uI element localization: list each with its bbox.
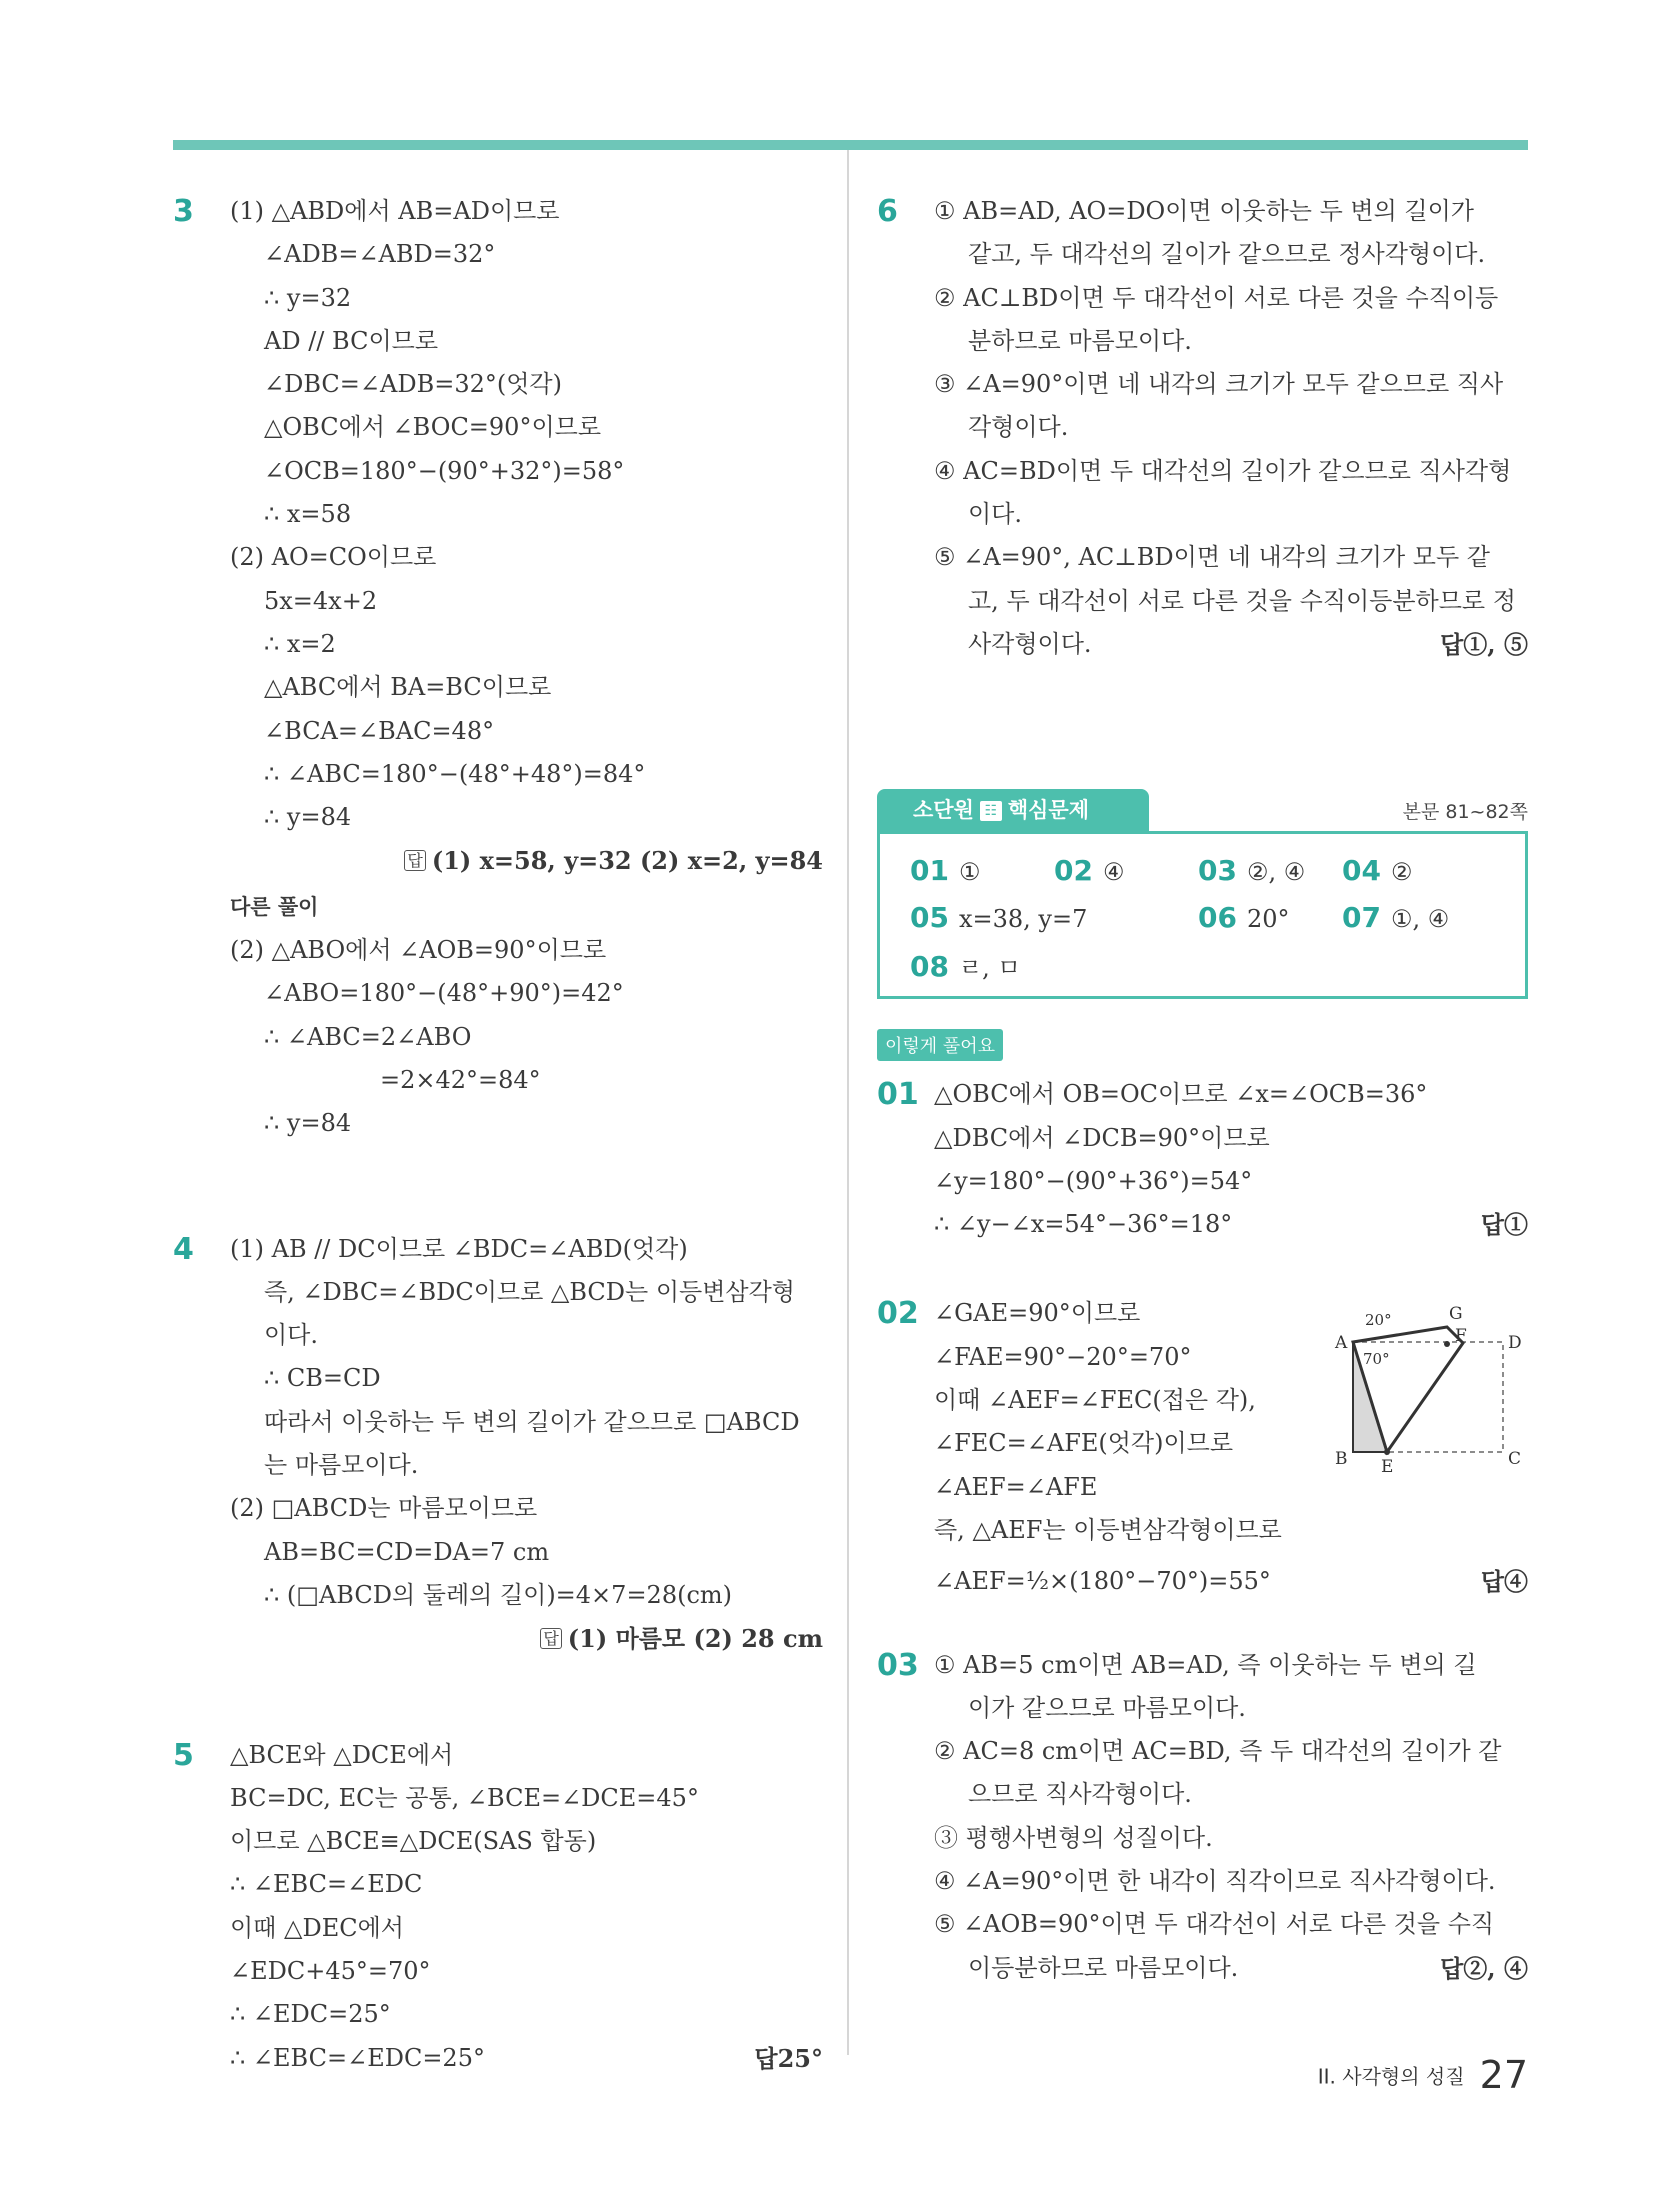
label-b: B <box>1335 1449 1348 1470</box>
point-f <box>1444 1341 1450 1347</box>
solution-line: ∠AEF=∠AFE <box>934 1472 1098 1501</box>
answer-text: ①, ⑤ <box>1463 629 1528 659</box>
solution-line: 분하므로 마름모이다. <box>968 326 1192 355</box>
answer-line <box>1481 1560 1528 1603</box>
solution-line: ⑤ ∠AOB=90°이면 두 대각선이 서로 다른 것을 수직 <box>934 1910 1495 1939</box>
solution-line: ∴ y=32 <box>264 283 352 312</box>
solution-line: ② AC=8 cm이면 AC=BD, 즉 두 대각선의 길이가 같 <box>934 1737 1502 1766</box>
label-c: C <box>1508 1449 1522 1470</box>
label-a: A <box>1335 1333 1348 1354</box>
solution-line: 이가 같으므로 마름모이다. <box>968 1693 1246 1722</box>
solution-line <box>934 623 1528 666</box>
solution-line: ③ ∠A=90°이면 네 내각의 크기가 모두 같으므로 직사 <box>934 370 1504 399</box>
solution-line: △BCE와 △DCE에서 <box>230 1740 454 1769</box>
solution-line: (1) AB // DC이므로 ∠BDC=∠ABD(엇각) <box>230 1234 688 1263</box>
alt-solution-title: 다른 풀이 <box>230 894 319 919</box>
solution-line: (2) △ABO에서 ∠AOB=90°이므로 <box>230 936 607 965</box>
core-answer <box>1342 854 1412 887</box>
label-g: G <box>1449 1304 1463 1325</box>
core-answer <box>910 948 1021 983</box>
core-tab <box>877 789 1149 831</box>
solution-text: 사각형이다. <box>968 629 1092 658</box>
solution-line: ∴ x=58 <box>264 500 352 529</box>
solution-line: BC=DC, EC는 공통, ∠BCE=∠DCE=45° <box>230 1783 699 1812</box>
solution-line: (2) AO=CO이므로 <box>230 543 437 572</box>
book-icon: ☷ <box>980 801 1002 821</box>
solve-guide-label: 이렇게 풀어요 <box>877 1029 1003 1061</box>
solution-line: 이때 △DEC에서 <box>230 1913 404 1942</box>
core-value: ㄹ, ㅁ <box>958 954 1021 983</box>
solution-line: ① AB=5 cm이면 AB=AD, 즉 이웃하는 두 변의 길 <box>934 1650 1477 1679</box>
core-value: ① <box>958 858 981 887</box>
solution-line: ∴ ∠ABC=2∠ABO <box>264 1022 472 1051</box>
solution-line: ∴ y=84 <box>264 1109 352 1138</box>
solution-line: ∠FEC=∠AFE(엇각)이므로 <box>934 1429 1234 1458</box>
solution-line: ∠BCA=∠BAC=48° <box>264 716 495 745</box>
core-value: ①, ④ <box>1390 905 1450 934</box>
solution-line: ∠EDC+45°=70° <box>230 1956 431 1985</box>
solution-line: ④ ∠A=90°이면 한 내각이 직각이므로 직사각형이다. <box>934 1867 1496 1896</box>
top-rule <box>173 140 1528 150</box>
solution-line: (2) □ABCD는 마름모이므로 <box>230 1494 538 1523</box>
solution-line: ∴ ∠EBC=∠EDC <box>230 1870 423 1899</box>
problem-number: 3 <box>173 194 194 229</box>
solution-line: △OBC에서 ∠BOC=90°이므로 <box>264 413 602 442</box>
solution-line: △ABC에서 BA=BC이므로 <box>264 673 552 702</box>
core-number: 08 <box>910 950 949 984</box>
solution-line: ① AB=AD, AO=DO이면 이웃하는 두 변의 길이가 <box>934 197 1474 225</box>
solution-line: 는 마름모이다. <box>264 1451 419 1480</box>
answer-icon: 답 <box>1480 1210 1504 1240</box>
tab-title: 핵심문제 <box>1007 798 1090 823</box>
answer-line <box>1481 1203 1528 1246</box>
core-answer <box>910 854 980 887</box>
solution-line: 고, 두 대각선이 서로 다른 것을 수직이등분하므로 정 <box>968 586 1516 615</box>
answer-icon: 답 <box>1480 1567 1504 1597</box>
problem-6 <box>877 190 1528 666</box>
label-d: D <box>1508 1333 1522 1354</box>
solution-line: ④ AC=BD이면 두 대각선의 길이가 같으므로 직사각형 <box>934 456 1512 485</box>
answer-line <box>1440 623 1528 666</box>
core-answer <box>1342 901 1449 934</box>
answer-text: ① <box>1504 1210 1528 1240</box>
solution-line: =2×42°=84° <box>380 1065 541 1094</box>
core-value: 20° <box>1246 905 1290 934</box>
folded-rectangle-figure <box>1323 1287 1523 1487</box>
solution-line: 즉, △AEF는 이등변삼각형이므로 <box>934 1515 1282 1544</box>
core-number: 06 <box>1198 901 1237 935</box>
solution-line: AD // BC이므로 <box>264 326 439 355</box>
answer-icon: 답 <box>540 1628 561 1649</box>
answer-text: 25° <box>777 2043 823 2073</box>
problem-5 <box>173 1734 823 2080</box>
solution-line: 각형이다. <box>968 413 1069 442</box>
solution-line: 이므로 △BCE≡△DCE(SAS 합동) <box>230 1827 597 1856</box>
core-number: 05 <box>910 901 949 935</box>
solution-line <box>230 2037 823 2080</box>
core-value: ④ <box>1102 858 1125 887</box>
solution-line: (1) △ABD에서 AB=AD이므로 <box>230 197 560 225</box>
label-f: F <box>1455 1326 1467 1347</box>
solution-text: ∠AEF=½×(180°−70°)=55° <box>934 1567 1271 1596</box>
core-value: x=38, y=7 <box>958 905 1088 934</box>
answer-text: ④ <box>1504 1567 1528 1597</box>
solution-03 <box>877 1644 1528 1990</box>
column-divider <box>847 150 849 2055</box>
solution-line: ∴ x=2 <box>264 629 336 658</box>
answer-icon: 답 <box>1440 1953 1464 1983</box>
solution-line: ∴ ∠EDC=25° <box>230 2000 391 2029</box>
solution-line: ∠y=180°−(90°+36°)=54° <box>934 1166 1253 1195</box>
label-e: E <box>1381 1457 1394 1478</box>
core-value: ② <box>1390 858 1413 887</box>
solution-line: 으므로 직사각형이다. <box>968 1780 1192 1809</box>
solution-line: 같고, 두 대각선의 길이가 같으므로 정사각형이다. <box>968 240 1486 269</box>
solution-text: ∴ ∠EBC=∠EDC=25° <box>230 2043 485 2072</box>
answer-line <box>754 2037 823 2080</box>
answer-icon: 답 <box>404 850 425 871</box>
core-number: 01 <box>910 854 949 888</box>
core-number: 02 <box>1054 854 1093 888</box>
solution-line <box>934 1947 1528 1990</box>
solution-line: 즉, ∠DBC=∠BDC이므로 △BCD는 이등변삼각형 <box>264 1277 795 1306</box>
solution-line: ② AC⊥BD이면 두 대각선이 서로 다른 것을 수직이등 <box>934 283 1499 312</box>
core-answers-box <box>877 831 1528 999</box>
page-footer <box>1318 2053 1528 2097</box>
core-answer <box>1198 901 1290 934</box>
page-number: 27 <box>1479 2053 1528 2097</box>
answer-line <box>230 839 823 885</box>
answer-text: ②, ④ <box>1463 1953 1528 1983</box>
tab-prefix: 소단원 <box>913 798 974 823</box>
answer-icon: 답 <box>1440 629 1464 659</box>
answer-line <box>230 1617 823 1663</box>
core-number: 04 <box>1342 854 1381 888</box>
solution-line: ∠ADB=∠ABD=32° <box>264 240 496 269</box>
solution-02 <box>877 1292 1528 1603</box>
solution-line: ∴ y=84 <box>264 803 352 832</box>
solution-01 <box>877 1073 1528 1246</box>
answer-text: (1) x=58, y=32 (2) x=2, y=84 <box>431 846 823 876</box>
solution-line <box>934 1203 1528 1246</box>
problem-number: 01 <box>877 1077 919 1113</box>
solution-line: ∠ABO=180°−(48°+90°)=42° <box>264 979 624 1008</box>
solution-line: △DBC에서 ∠DCB=90°이므로 <box>934 1123 1270 1152</box>
solution-line: ∠OCB=180°−(90°+32°)=58° <box>264 456 625 485</box>
problem-number: 5 <box>173 1737 194 1773</box>
solution-text: ∴ ∠y−∠x=54°−36°=18° <box>934 1210 1233 1239</box>
problem-number: 6 <box>877 194 898 229</box>
angle-label-20: 20° <box>1365 1311 1392 1330</box>
page-reference: 본문 81~82쪽 <box>1402 801 1528 824</box>
solution-line: 이다. <box>264 1321 318 1350</box>
answer-icon: 답 <box>754 2043 778 2073</box>
solution-line: ∠DBC=∠ADB=32°(엇각) <box>264 370 562 399</box>
problem-number: 02 <box>877 1296 919 1332</box>
core-answer <box>910 901 1087 934</box>
solution-line: ∴ (□ABCD의 둘레의 길이)=4×7=28(cm) <box>264 1580 733 1609</box>
solution-line: ③ 평행사변형의 성질이다. <box>934 1823 1213 1852</box>
solution-line: △OBC에서 OB=OC이므로 ∠x=∠OCB=36° <box>934 1080 1428 1109</box>
solution-line: ∴ ∠ABC=180°−(48°+48°)=84° <box>264 759 646 788</box>
core-number: 07 <box>1342 901 1381 935</box>
point-e <box>1384 1449 1390 1455</box>
solution-line: ⑤ ∠A=90°, AC⊥BD이면 네 내각의 크기가 모두 같 <box>934 543 1490 572</box>
solution-text: 이등분하므로 마름모이다. <box>968 1953 1239 1982</box>
answer-line <box>1440 1947 1528 1990</box>
solution-line: ∴ CB=CD <box>264 1364 381 1393</box>
core-problems-header <box>877 789 1528 831</box>
core-value: ②, ④ <box>1246 858 1306 887</box>
core-answer <box>1198 854 1305 887</box>
solution-line: AB=BC=CD=DA=7 cm <box>264 1537 550 1566</box>
core-answer <box>1054 854 1124 887</box>
solution-line <box>934 1560 1528 1603</box>
solution-line: 이다. <box>968 500 1022 529</box>
alt-solution <box>173 929 823 1145</box>
left-column <box>173 190 823 2080</box>
problem-3 <box>173 190 823 886</box>
problem-number: 4 <box>173 1231 194 1267</box>
solution-line: 따라서 이웃하는 두 변의 길이가 같으므로 □ABCD <box>264 1407 800 1436</box>
angle-label-70: 70° <box>1363 1350 1390 1369</box>
solution-line: ∠FAE=90°−20°=70° <box>934 1342 1192 1371</box>
solution-line: 5x=4x+2 <box>264 586 378 615</box>
solution-line: 이때 ∠AEF=∠FEC(접은 각), <box>934 1386 1256 1415</box>
problem-number: 03 <box>877 1647 919 1683</box>
section-title: II. 사각형의 성질 <box>1317 2064 1465 2089</box>
right-column <box>877 190 1528 1990</box>
problem-4 <box>173 1228 823 1664</box>
solution-line: ∠GAE=90°이므로 <box>934 1299 1141 1328</box>
answer-text: (1) 마름모 (2) 28 cm <box>567 1624 823 1654</box>
core-number: 03 <box>1198 854 1237 888</box>
